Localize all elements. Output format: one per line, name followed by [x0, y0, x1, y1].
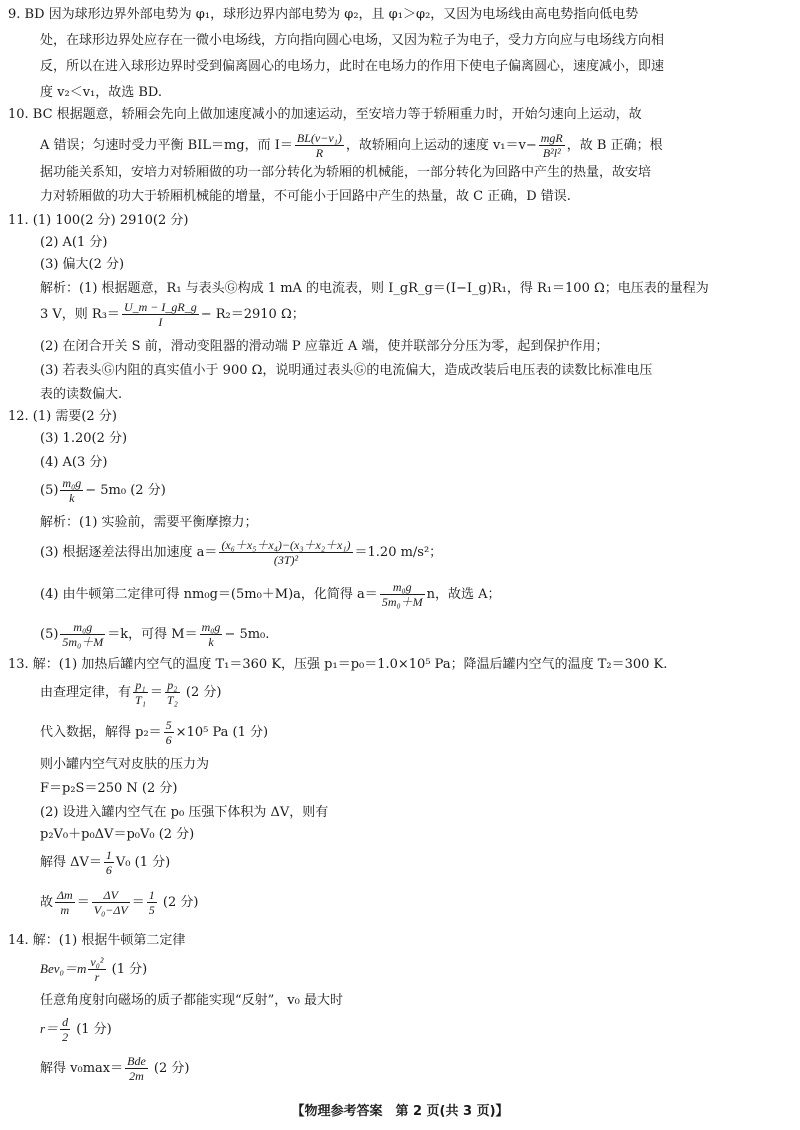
q12-answer5-numerator: m₀g	[62, 476, 82, 490]
q13-volume-score: V₀ (1 分)	[115, 855, 171, 870]
q13-charles-denominator-2: T₂	[166, 693, 178, 707]
q13-line-4: 则小罐内空气对皮肤的压力为	[40, 757, 210, 772]
q12-answer5-suffix: − 5m₀ (2 分)	[85, 483, 166, 498]
q13-ratio-equals-2: ＝	[131, 895, 145, 910]
q13-charles-score: (2 分)	[181, 685, 222, 700]
q13-ratio-fraction-2	[92, 888, 130, 917]
q12-mass-fraction-2	[200, 620, 223, 649]
q10-line-2	[40, 128, 663, 164]
q13-line-7: p₂V₀＋p₀ΔV＝p₀V₀ (2 分)	[40, 827, 195, 842]
q14-vmax-fraction	[125, 1054, 148, 1083]
q13-line-9	[40, 886, 198, 920]
q12-newton-denominator: 5m₀＋M	[381, 595, 423, 609]
q11-resistance-numerator: U_m − I_gR_g	[123, 300, 197, 314]
q13-volume-denominator: 6	[105, 863, 112, 877]
q12-mass-denominator-2: k	[200, 634, 223, 649]
q13-line-2	[40, 676, 221, 710]
q12-mass-denominator-1: 5m₀＋M	[62, 635, 104, 649]
q12-answer5-denominator: k	[60, 490, 83, 505]
q13-ratio-denominator-1: m	[55, 902, 75, 917]
q13-ratio-fraction-1	[55, 888, 75, 917]
page-footer: 【物理参考答案 第 2 页(共 3 页)】	[291, 1104, 509, 1119]
q11-answer-3: (3) 偏大(2 分)	[40, 257, 125, 272]
q12-mass-numerator-1: m₀g	[73, 620, 93, 634]
q13-line-5: F＝p₂S＝250 N (2 分)	[40, 781, 178, 796]
q12-newton-text-b: n，故选 A；	[426, 587, 501, 602]
q9-line-1: 9. BD 因为球形边界外部电势为 φ₁，球形边界内部电势为 φ₂，且 φ₁＞φ₂，又因为电场线由高电势指向低电势	[8, 7, 639, 22]
q14-lorentz-numerator: v₀²	[90, 955, 104, 969]
q13-ratio-equals-1: ＝	[76, 895, 90, 910]
q11-resistance-fraction	[122, 300, 199, 329]
q14-lorentz-text: Bev₀＝m	[40, 961, 87, 976]
q12-analysis-5	[40, 618, 269, 652]
q14-line-4	[40, 1012, 112, 1047]
q13-ratio-score: (2 分)	[158, 895, 199, 910]
q12-acceleration-numerator: (x₆＋x₅＋x₄)−(x₃＋x₂＋x₁)	[221, 538, 351, 552]
q13-charles-numerator-1: p₁	[135, 678, 146, 692]
q10-current-fraction	[295, 131, 344, 160]
q13-ratio-numerator-2: ΔV	[103, 888, 118, 902]
q12-answer-1: 12. (1) 需要(2 分)	[8, 409, 117, 424]
q14-lorentz-denominator: r	[88, 969, 105, 984]
q14-vmax-text: 解得 v₀max＝	[40, 1061, 124, 1076]
q13-ratio-numerator-3: 1	[148, 888, 155, 902]
q11-answer-1: 11. (1) 100(2 分) 2910(2 分)	[8, 213, 189, 228]
q9-line-2: 处，在球形边界处应存在一微小电场线，方向指向圆心电场，又因为粒子为电子，受力方向应与电场线方向相	[40, 33, 665, 48]
q11-analysis-4: (3) 若表头Ⓖ内阻的真实值小于 900 Ω，说明通过表头Ⓖ的电流偏大，造成改装后电压表的读数比标准电压	[40, 363, 653, 378]
q14-line-2	[40, 952, 147, 987]
q13-pressure-text: 代入数据，解得 p₂＝	[40, 725, 162, 740]
q10-line-4: 力对轿厢做的功大于轿厢机械能的增量，不可能小于回路中产生的热量，故 C 正确，D 错误.	[40, 189, 571, 204]
q12-answer-3: (3) 1.20(2 分)	[40, 431, 128, 446]
q12-newton-text-a: (4) 由牛顿第二定律可得 nm₀g＝(5m₀＋M)a，化简得 a＝	[40, 587, 378, 602]
q10-text-a: A 错误；匀速时受力平衡 BIL＝mg，而 I＝	[40, 138, 293, 153]
q10-line-1: 10. BC 根据题意，轿厢会先向上做加速度减小的加速运动，至安培力等于轿厢重力时，开始匀速向上运动，故	[8, 107, 642, 122]
q13-ratio-numerator-1: Δm	[57, 888, 73, 902]
q13-volume-text: 解得 ΔV＝	[40, 855, 102, 870]
q13-pressure-score: ×10⁵ Pa (1 分)	[175, 725, 269, 740]
q10-velocity-numerator: mgR	[540, 131, 563, 145]
q13-charles-equals: ＝	[149, 685, 163, 700]
q10-velocity-denominator: B²l²	[539, 145, 565, 160]
q14-lorentz-fraction	[88, 955, 105, 984]
q14-radius-text: r＝	[40, 1021, 59, 1036]
q11-text-b: − R₂＝2910 Ω；	[200, 307, 305, 322]
q13-pressure-numerator: 5	[165, 718, 172, 732]
q12-mass-text-b: ＝k，可得 M＝	[107, 627, 198, 642]
q12-acceleration-denominator: (3T)²	[219, 552, 352, 567]
q11-answer-2: (2) A(1 分)	[40, 235, 108, 250]
q13-volume-fraction	[104, 848, 114, 877]
q13-charles-fraction-1	[133, 678, 148, 707]
q13-charles-numerator-2: p₂	[167, 678, 178, 692]
q10-velocity-fraction	[539, 131, 565, 160]
q12-answer5-prefix: (5)	[40, 483, 59, 498]
q11-analysis-3: (2) 在闭合开关 S 前，滑动变阻器的滑动端 P 应靠近 A 端，使并联部分分压为零，起到保护作用；	[40, 339, 609, 354]
q9-line-3: 反，所以在进入球形边界时受到偏离圆心的电场力，此时在电场力的作用下使电子偏离圆心，速度减小，即速	[40, 59, 665, 74]
q14-lorentz-score: (1 分)	[107, 962, 148, 977]
q13-ratio-fraction-3	[147, 888, 157, 917]
q11-analysis-1: 解析：(1) 根据题意，R₁ 与表头Ⓖ构成 1 mA 的电流表，则 I_gR_g＝(I−I_g)R₁，得 R₁＝100 Ω；电压表的量程为	[40, 281, 709, 296]
q10-current-numerator: BL(v−v₁)	[296, 131, 342, 145]
q13-line-6: (2) 设进入罐内空气在 p₀ 压强下体积为 ΔV，则有	[40, 805, 329, 820]
q12-analysis-1: 解析：(1) 实验前，需要平衡摩擦力；	[40, 515, 258, 530]
q13-line-1: 13. 解：(1) 加热后罐内空气的温度 T₁＝360 K，压强 p₁＝p₀＝1.0×10⁵ Pa；降温后罐内空气的温度 T₂＝300 K.	[8, 657, 668, 672]
q14-line-3: 任意角度射向磁场的质子都能实现“反射”，v₀ 最大时	[40, 993, 343, 1008]
q13-charles-fraction-2	[165, 678, 180, 707]
q10-current-denominator: R	[295, 145, 344, 160]
q14-line-1: 14. 解：(1) 根据牛顿第二定律	[8, 933, 186, 948]
q9-line-4: 度 v₂＜v₁，故选 BD.	[40, 85, 163, 100]
q13-ratio-text: 故	[40, 895, 54, 910]
q13-charles-denominator-1: T₁	[135, 693, 146, 707]
q14-line-5	[40, 1052, 189, 1086]
q12-acceleration-fraction	[219, 538, 352, 567]
q12-acc-text-b: ＝1.20 m/s²；	[354, 545, 443, 560]
q13-ratio-denominator-2: V₀−ΔV	[93, 903, 128, 917]
q13-ratio-denominator-3: 5	[148, 903, 155, 917]
q13-pressure-fraction	[164, 718, 174, 747]
q11-analysis-2	[40, 298, 305, 332]
q13-pressure-denominator: 6	[165, 733, 172, 747]
q12-answer-5	[40, 474, 166, 508]
q14-radius-numerator: d	[62, 1015, 69, 1029]
q12-newton-numerator: m₀g	[392, 580, 412, 594]
q10-text-b: ，故轿厢向上运动的速度 v₁＝v−	[345, 138, 537, 153]
q12-answer-4: (4) A(3 分)	[40, 455, 108, 470]
q12-acc-text-a: (3) 根据逐差法得出加速度 a＝	[40, 545, 218, 560]
q10-text-c: ，故 B 正确；根	[566, 138, 663, 153]
q12-mass-fraction-1	[60, 620, 105, 649]
q12-mass-numerator-2: m₀g	[201, 620, 221, 634]
q11-analysis-5: 表的读数偏大.	[40, 387, 123, 402]
q14-vmax-denominator: 2m	[125, 1068, 148, 1083]
q10-line-3: 据功能关系知，安培力对轿厢做的功一部分转化为轿厢的机械能，一部分转化为回路中产生的热量，故安培	[40, 165, 652, 180]
q14-radius-fraction	[60, 1015, 70, 1044]
q12-mass-text-c: − 5m₀.	[224, 627, 270, 642]
q14-vmax-score: (2 分)	[149, 1061, 190, 1076]
q13-line-3	[40, 716, 268, 750]
q14-radius-denominator: 2	[62, 1030, 69, 1044]
q11-resistance-denominator: I	[122, 314, 199, 329]
q14-radius-score: (1 分)	[72, 1022, 112, 1037]
q14-vmax-numerator: Bde	[127, 1054, 146, 1068]
q12-answer5-fraction	[60, 476, 83, 505]
q13-charles-text: 由查理定律，有	[40, 685, 132, 700]
q13-line-8	[40, 846, 170, 880]
q12-mass-prefix: (5)	[40, 627, 59, 642]
q12-newton-fraction	[380, 580, 425, 609]
q12-analysis-3	[40, 536, 442, 570]
q12-analysis-4	[40, 578, 501, 612]
q11-text-a: 3 V，则 R₃＝	[40, 307, 120, 322]
q13-volume-numerator: 1	[105, 848, 112, 862]
